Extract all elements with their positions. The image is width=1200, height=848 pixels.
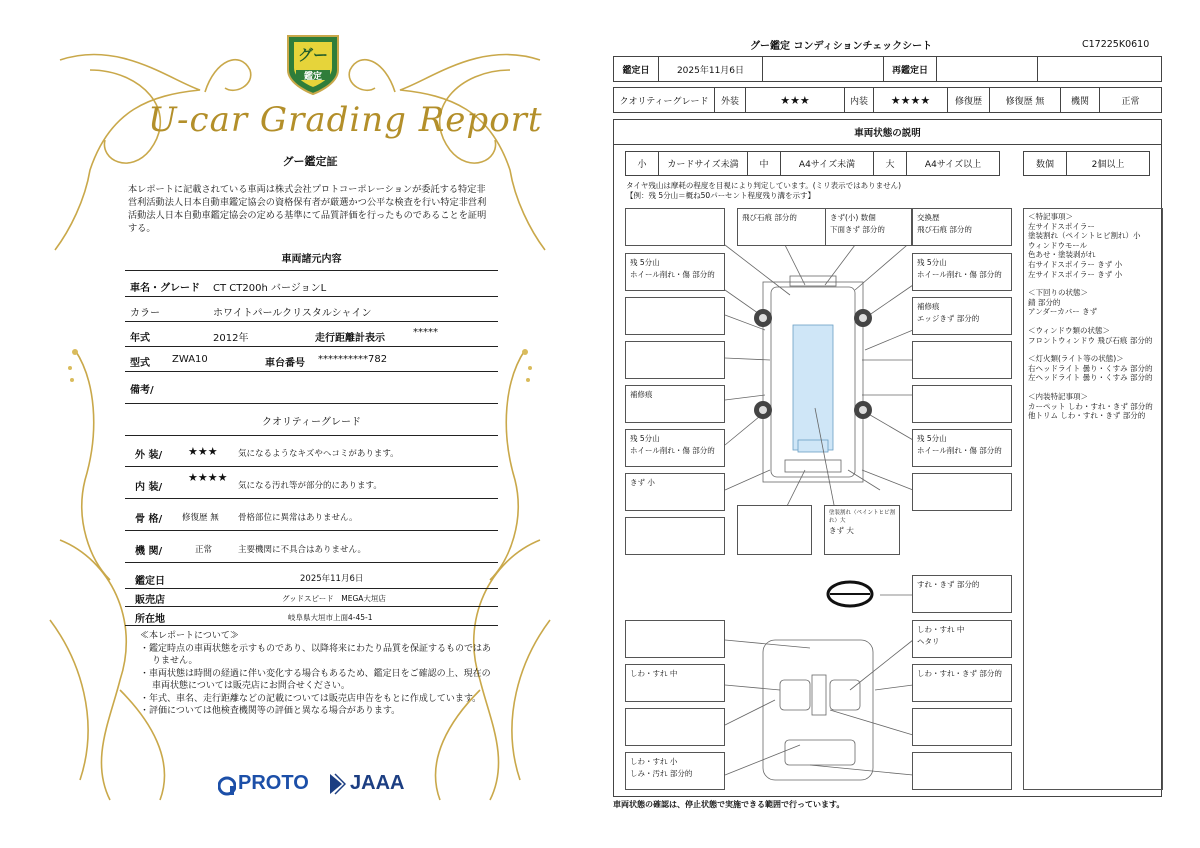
jaaa-logo-icon — [328, 772, 346, 800]
divider — [125, 371, 498, 372]
callout-front-glass: 飛び石痕 部分的 — [737, 208, 827, 246]
divider — [125, 270, 498, 271]
shop-label: 販売店 — [135, 595, 165, 606]
proto-logo-icon — [218, 776, 236, 800]
sheet-title: グー鑑定 コンディションチェックシート — [750, 41, 933, 52]
callout-tire-rear-right: 残 5分山 ホイール削れ・傷 部分的 — [912, 429, 1012, 467]
date-label: 鑑定日 — [135, 576, 165, 587]
size-large: 大 — [873, 151, 907, 176]
spec-heading: 車両諸元内容 — [281, 254, 342, 265]
year-label: 年式 — [130, 333, 150, 344]
date-label: 鑑定日 — [613, 56, 659, 82]
interior-value: ★★★★ — [873, 87, 948, 113]
divider — [125, 435, 498, 436]
callout-box — [912, 341, 1012, 379]
callout-steering: すれ・きず 部分的 — [912, 575, 1012, 613]
callout-interior-left-1: しわ・すれ 中 — [625, 664, 725, 702]
feature-group — [1028, 288, 1158, 317]
goo-kantei-badge — [282, 30, 344, 96]
report-notes — [140, 630, 492, 718]
feature-line: ウィンドウモール — [1028, 240, 1088, 250]
feature-line: 右サイドスポイラー きず 小 — [1028, 259, 1123, 269]
engine-value: 正常 — [1099, 87, 1162, 113]
date-value: 2025年11月6日 — [300, 574, 364, 584]
mileage-label: 走行距離計表示 — [315, 333, 385, 344]
divider — [125, 466, 498, 467]
quality-grade-label: クオリティーグレード — [613, 87, 715, 113]
feature-line: 左ヘッドライト 曇り・くすみ 部分的 — [1028, 373, 1153, 383]
callout-box — [625, 297, 725, 335]
feature-heading: ＜特記事項＞ — [1028, 212, 1073, 221]
vehicle-name-label: 車名・グレード — [130, 283, 200, 294]
remarks-label: 備考/ — [130, 385, 154, 396]
repair-value: 修復歴 無 — [989, 87, 1061, 113]
divider — [125, 498, 498, 499]
proto-logo: PROTO — [238, 772, 309, 794]
callout-box — [625, 517, 725, 555]
callout-box — [625, 208, 725, 246]
shop-value: グッドスピード MEGA大垣店 — [282, 594, 386, 603]
exterior-desc: 気になるようなキズやヘコミがあります。 — [238, 449, 399, 459]
interior-desc: 気になる汚れ等が部分的にあります。 — [238, 481, 382, 491]
callout-box — [912, 708, 1012, 746]
feature-line: アンダーカバー きず — [1028, 307, 1098, 317]
feature-group — [1028, 354, 1158, 383]
callout-box — [625, 341, 725, 379]
sheet-id: C17225K0610 — [1082, 39, 1150, 50]
feature-heading: ＜内装特記事項＞ — [1028, 391, 1088, 401]
jaaa-logo: JAAA — [350, 772, 405, 794]
exterior-value: ★★★ — [745, 87, 845, 113]
callout-right-repair: 補修痕 エッジきず 部分的 — [912, 297, 1012, 335]
callout-front-bumper: きず(小) 数個 下面きず 部分的 — [825, 208, 912, 246]
date-value: 2025年11月6日 — [658, 56, 763, 82]
callout-box — [912, 385, 1012, 423]
notes-heading: ≪本レポートについて≫ — [140, 631, 239, 641]
feature-line: 左サイドスポイラー きず 小 — [1028, 269, 1123, 279]
vehicle-name-value: CT CT200h バージョンL — [213, 283, 327, 294]
model-label: 型式 — [130, 358, 150, 369]
note-item: ・年式、車名、走行距離などの記載については販売店申告をもとに作成しています。 — [140, 693, 482, 704]
callout-rear-scratch: きず 大 — [829, 526, 854, 535]
callout-left-repair: 補修痕 — [625, 385, 725, 423]
interior-label: 内装 — [844, 87, 874, 113]
feature-heading: ＜灯火類(ライト等の状態)＞ — [1028, 354, 1124, 364]
feature-line: 錆 部分的 — [1028, 297, 1061, 307]
feature-line: 色あせ・塗装剥がれ — [1028, 250, 1096, 260]
feature-line: 塗装割れ（ペイントヒビ割れ）小 — [1028, 231, 1141, 241]
engine-desc: 主要機関に不具合はありません。 — [238, 545, 367, 555]
feature-line: 右ヘッドライト 曇り・くすみ 部分的 — [1028, 363, 1153, 373]
report-script-title: U-car Grading Report — [148, 100, 543, 140]
engine-value: 正常 — [195, 545, 213, 555]
interior-label: 内 装/ — [135, 482, 163, 493]
count-label: 数個 — [1023, 151, 1067, 176]
callout-rear-paint-crack: 塗装割れ（ペイントヒビ割れ）大 — [829, 510, 896, 524]
frame-label: 骨 格/ — [135, 514, 163, 525]
callout-box — [912, 473, 1012, 511]
note-item: ・評価については他検査機関等の評価と異なる場合があります。 — [140, 706, 401, 716]
tire-note: タイヤ残山は摩耗の程度を目視により判定しています。(ミリ表示ではありません) — [626, 181, 902, 190]
callout-interior-left-2: しわ・すれ 小 しみ・汚れ 部分的 — [625, 752, 725, 790]
special-notes-panel — [1023, 208, 1163, 790]
certificate-intro-text: 本レポートに記載されている車両は株式会社プロトコーポレーションが委託する特定非営利活動法人日本自動車鑑定協会の資格保有者が厳選かつ公平な検査を行い特定非営利活動法人日本自動車鑑定協会の定める基準にて品質評価を行ったものであることを証明する。 — [128, 184, 487, 234]
callout-tire-front-left: 残 5分山 ホイール削れ・傷 部分的 — [625, 253, 725, 291]
exterior-label: 外 装/ — [135, 450, 163, 461]
divider — [125, 530, 498, 531]
count-value: 2個以上 — [1066, 151, 1150, 176]
callout-box — [625, 620, 725, 658]
feature-line: 左サイドスポイラー — [1028, 221, 1095, 231]
feature-line: 他トリム しわ・すれ・きず 部分的 — [1028, 411, 1146, 421]
mileage-value: ***** — [413, 327, 438, 338]
divider — [125, 606, 498, 607]
callout-tire-rear-left: 残 5分山 ホイール削れ・傷 部分的 — [625, 429, 725, 467]
feature-heading: ＜ウィンドウ類の状態＞ — [1028, 325, 1111, 335]
divider — [125, 296, 498, 297]
size-small-desc: カードサイズ未満 — [658, 151, 748, 176]
callout-box — [912, 752, 1012, 790]
divider — [125, 562, 498, 563]
chassis-value: **********782 — [318, 354, 388, 365]
footer-note: 車両状態の確認は、停止状態で実施できる範囲で行っています。 — [613, 800, 845, 809]
tire-example-note: 【例：残 5分山＝概ね50パーセント程度残り溝を示す】 — [626, 191, 816, 200]
callout-tire-front-right: 残 5分山 ホイール削れ・傷 部分的 — [912, 253, 1012, 291]
condition-heading: 車両状態の説明 — [613, 119, 1162, 145]
repair-label: 修復歴 — [947, 87, 990, 113]
size-mid-desc: A4サイズ未満 — [780, 151, 874, 176]
note-item: ・車両状態は時間の経過に伴い変化する場合もあるため、鑑定日をご確認の上、現在の車両状態については販売店にお問合せください。 — [140, 668, 491, 691]
frame-value: 修復歴 無 — [182, 513, 219, 523]
frame-desc: 骨格部位に異常はありません。 — [238, 513, 358, 523]
callout-box — [625, 708, 725, 746]
callout-rear — [824, 505, 900, 555]
divider — [125, 588, 498, 589]
certificate-title: グー鑑定証 — [282, 155, 338, 168]
note-item: ・鑑定時点の車両状態を示すものであり、以降将来にわたり品質を保証するものではありません。 — [140, 643, 492, 666]
feature-line: カーペット しわ・すれ・きず 部分的 — [1028, 401, 1153, 411]
callout-left-scratch: きず 小 — [625, 473, 725, 511]
engine-label: 機 関/ — [135, 546, 163, 557]
exterior-label: 外装 — [714, 87, 746, 113]
quality-heading: クオリティーグレード — [262, 417, 361, 428]
divider — [125, 625, 498, 626]
divider — [125, 403, 498, 404]
size-large-desc: A4サイズ以上 — [906, 151, 1000, 176]
size-mid: 中 — [747, 151, 781, 176]
feature-heading: ＜下回りの状態＞ — [1028, 288, 1088, 298]
divider — [125, 346, 498, 347]
feature-line: フロントウィンドウ 飛び石痕 部分的 — [1028, 335, 1153, 345]
condition-check-sheet — [600, 0, 1200, 848]
model-value: ZWA10 — [172, 354, 208, 365]
callout-box — [737, 505, 812, 555]
divider — [125, 321, 498, 322]
callout-interior-right-1: しわ・すれ 中 ヘタリ — [912, 620, 1012, 658]
steering-wheel-icon — [828, 582, 872, 606]
badge-bottom-text: 鑑定 — [303, 72, 322, 82]
feature-group — [1028, 326, 1158, 345]
chassis-label: 車台番号 — [265, 358, 305, 369]
engine-label: 機関 — [1060, 87, 1100, 113]
address-value: 岐阜県大垣市上面4-45-1 — [288, 613, 373, 622]
redate-label: 再鑑定日 — [883, 56, 937, 82]
color-value: ホワイトパールクリスタルシャイン — [213, 308, 372, 319]
size-small: 小 — [625, 151, 659, 176]
feature-group — [1028, 392, 1158, 421]
year-value: 2012年 — [213, 333, 249, 344]
feature-group — [1028, 212, 1158, 279]
badge-top-text: グー — [297, 46, 328, 64]
exterior-stars: ★★★ — [188, 445, 218, 458]
color-label: カラー — [130, 308, 160, 319]
callout-interior-right-2: しわ・すれ・きず 部分的 — [912, 664, 1012, 702]
interior-stars: ★★★★ — [188, 471, 228, 484]
callout-front-right: 交換歴 飛び石痕 部分的 — [912, 208, 1012, 246]
address-label: 所在地 — [135, 614, 165, 625]
